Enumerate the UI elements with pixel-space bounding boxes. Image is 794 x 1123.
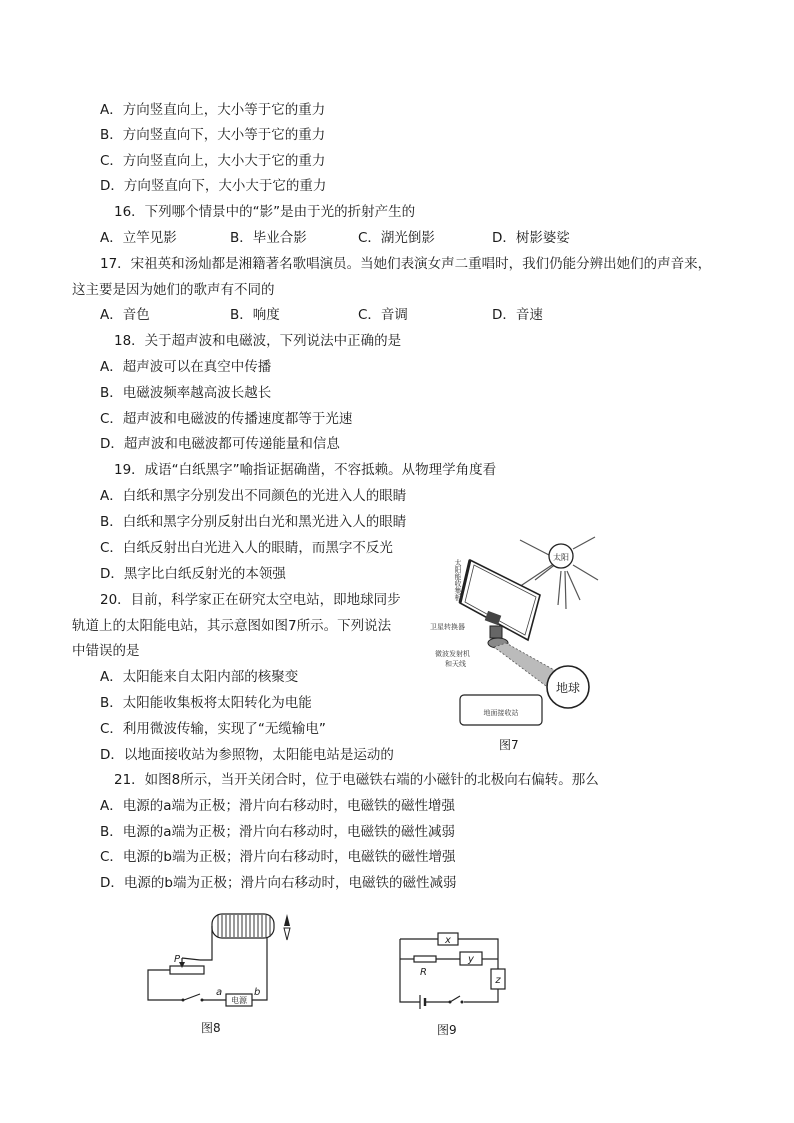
figure-7-solar-station bbox=[430, 535, 600, 765]
q16-option-c: C．湖光倒影 bbox=[358, 230, 435, 246]
q20-stem-line2: 轨道上的太阳能电站，其示意图如图7所示。下列说法 bbox=[72, 618, 392, 634]
q16-option-a: A．立竿见影 bbox=[100, 230, 177, 246]
q15-option-d: D．方向竖直向下，大小大于它的重力 bbox=[100, 178, 327, 194]
q18-option-d: D．超声波和电磁波都可传递能量和信息 bbox=[100, 436, 340, 452]
q19-option-d: D．黑字比白纸反射光的本领强 bbox=[100, 566, 286, 582]
q19-option-b: B．白纸和黑字分别反射出白光和黑光进入人的眼睛 bbox=[100, 514, 407, 530]
rheostat bbox=[170, 966, 204, 974]
resistor-r-label: R bbox=[420, 967, 427, 978]
q21-option-c: C．电源的b端为正极；滑片向右移动时，电磁铁的磁性增强 bbox=[100, 849, 456, 865]
element-x-label: x bbox=[445, 935, 451, 946]
figure-7-caption: 图7 bbox=[499, 738, 519, 752]
figure-8-electromagnet-circuit bbox=[140, 908, 300, 1018]
q17-option-c: C．音调 bbox=[358, 307, 408, 323]
antenna-label-1: 微波发射机 bbox=[435, 650, 470, 658]
sun-label: 太阳 bbox=[553, 553, 569, 562]
ground-station-label: 地面接收站 bbox=[483, 709, 519, 717]
compass-needle-north bbox=[284, 914, 290, 926]
figure-9-circuit bbox=[392, 925, 522, 1015]
switch-9 bbox=[450, 996, 460, 1002]
element-z-label: z bbox=[495, 975, 501, 986]
q16-option-d: D．树影婆娑 bbox=[492, 230, 570, 246]
q18-stem: 18．关于超声波和电磁波，下列说法中正确的是 bbox=[114, 333, 402, 349]
panel-label: 太阳能收集板 bbox=[454, 559, 462, 601]
q18-option-a: A．超声波可以在真空中传播 bbox=[100, 359, 272, 375]
q20-option-d: D．以地面接收站为参照物，太阳能电站是运动的 bbox=[100, 747, 394, 763]
figure-9-caption: 图9 bbox=[437, 1023, 457, 1037]
q18-option-b: B．电磁波频率越高波长越长 bbox=[100, 385, 272, 401]
earth-label: 地球 bbox=[555, 681, 581, 695]
q17-option-b: B．响度 bbox=[230, 307, 280, 323]
q15-option-a: A．方向竖直向上，大小等于它的重力 bbox=[100, 102, 326, 118]
slider-label-p: P bbox=[174, 954, 181, 965]
q19-option-c: C．白纸反射出白光进入人的眼睛，而黑字不反光 bbox=[100, 540, 393, 556]
q17-stem-line1: 17．宋祖英和汤灿都是湘籍著名歌唱演员。当她们表演女声二重唱时，我们仍能分辨出她们的声音来， bbox=[100, 256, 712, 272]
q21-option-b: B．电源的a端为正极；滑片向右移动时，电磁铁的磁性减弱 bbox=[100, 824, 456, 840]
terminal-a-label: a bbox=[216, 987, 223, 998]
compass-needle-south bbox=[284, 928, 290, 940]
q20-option-b: B．太阳能收集板将太阳转化为电能 bbox=[100, 695, 312, 711]
figure-8-caption: 图8 bbox=[201, 1021, 221, 1035]
q16-option-b: B．毕业合影 bbox=[230, 230, 307, 246]
solenoid-coil bbox=[212, 914, 274, 938]
power-source-label: 电源 bbox=[231, 996, 247, 1005]
q19-option-a: A．白纸和黑字分别发出不同颜色的光进入人的眼睛 bbox=[100, 488, 407, 504]
q20-stem-line3: 中错误的是 bbox=[72, 643, 140, 659]
q16-stem: 16．下列哪个情景中的“影”是由于光的折射产生的 bbox=[114, 204, 416, 220]
antenna-body bbox=[490, 626, 502, 638]
q20-option-c: C．利用微波传输，实现了“无缆输电” bbox=[100, 721, 326, 737]
q17-option-d: D．音速 bbox=[492, 307, 543, 323]
q18-option-c: C．超声波和电磁波的传播速度都等于光速 bbox=[100, 411, 353, 427]
q15-option-b: B．方向竖直向下，大小等于它的重力 bbox=[100, 127, 326, 143]
q17-stem-line2: 这主要是因为她们的歌声有不同的 bbox=[72, 282, 275, 298]
q19-stem: 19．成语“白纸黑字”喻指证据确凿，不容抵赖。从物理学角度看 bbox=[114, 462, 497, 478]
switch bbox=[184, 994, 200, 1000]
element-y-label: y bbox=[468, 954, 474, 965]
resistor-r bbox=[414, 956, 436, 962]
q20-stem-line1: 20．目前，科学家正在研究太空电站，即地球同步 bbox=[100, 592, 401, 608]
antenna-label-2: 和天线 bbox=[445, 660, 466, 668]
q15-option-c: C．方向竖直向上，大小大于它的重力 bbox=[100, 153, 326, 169]
q21-option-d: D．电源的b端为正极；滑片向右移动时，电磁铁的磁性减弱 bbox=[100, 875, 457, 891]
q21-stem: 21．如图8所示，当开关闭合时，位于电磁铁右端的小磁针的北极向右偏转。那么 bbox=[114, 772, 599, 788]
terminal-b-label: b bbox=[254, 987, 261, 998]
q20-option-a: A．太阳能来自太阳内部的核聚变 bbox=[100, 669, 299, 685]
converter-label: 卫星转换器 bbox=[430, 623, 465, 631]
q21-option-a: A．电源的a端为正极；滑片向右移动时，电磁铁的磁性增强 bbox=[100, 798, 456, 814]
q17-option-a: A．音色 bbox=[100, 307, 150, 323]
